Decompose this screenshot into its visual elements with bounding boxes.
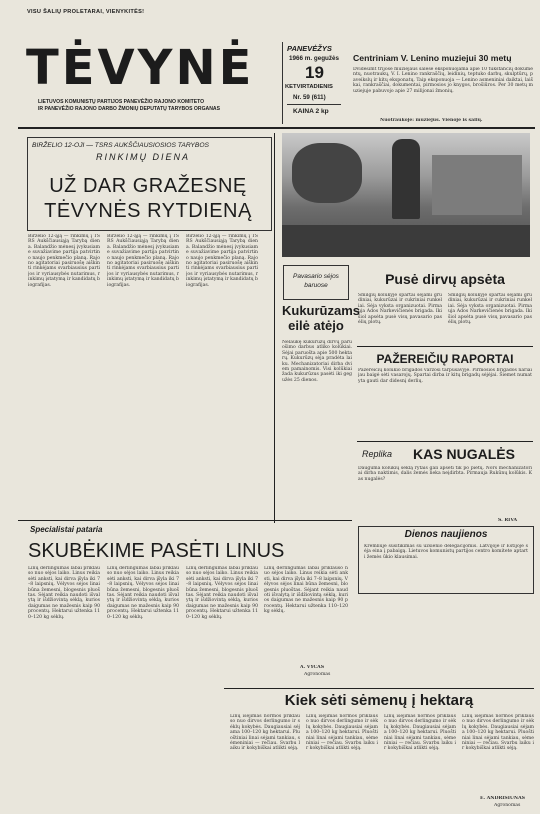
photo-tree	[292, 143, 362, 203]
seed-col-4: Linų išėjimas normos priklauso nuo dirvos derlingumo ir sėklų kokybės. Daugiausiai sėjama 100–120 kg hektarui. Pluoštiniai linai sėjami tankiau, sėmeniniai — rečiau. Svarbu laiku ir kokybiškai atlikti sėją.	[462, 714, 534, 752]
masthead-slogan: VISU ŠALIŲ PROLETARAI, VIENYKITĖS!	[27, 9, 145, 15]
masthead-subtitle-2: IR PANEVĖŽIO RAJONO DARBO ŽMONIŲ DEPUTATŲ TARYBOS ORGANAS	[38, 106, 220, 112]
replica-label: Replika	[362, 449, 393, 459]
date-day: 19	[305, 63, 324, 82]
sowing-box	[283, 265, 349, 300]
corn-text: Nelaukę kukurūzų dirvų paruošimo darbus atliko kolūkiai. Sėjai paruošta apie 500 hektarų. Kukurūzų sėja pradėta laiku. Mechanizatoriai dirba dviem pamainomis. Visi kolūkiai žada kukurūzus pasėti iki gegužės 25 dienos.	[282, 340, 352, 383]
specialist-headline: SKUBĖKIME PASĖTI LINUS	[28, 540, 285, 562]
reports-headline: PAŽEREIČIŲ RAPORTAI	[376, 352, 514, 366]
price-divider	[287, 104, 341, 105]
specialist-sign-2: Agronomas	[304, 672, 331, 677]
election-text-col-1: Birželio 12-ąją — rinkimų į TSRS Aukščiausiąją Tarybą diena. Balandžio mėnesį įvykusiame suvažiavime partija patvirtino naujo penkmečio planą. Rajono agitatoriai pasiruošę aiškinti rinkėjams svarbiausius partijos ir vyriausybės nutarimus, rinkimų įstatymą ir kandidatų biografijas.	[28, 234, 100, 288]
replica-sign: S. RIVA	[498, 518, 518, 523]
specialist-sign-1: A. VYČAS	[300, 665, 325, 670]
specialist-col-2: Linų derlingumas labai priklauso nuo sėjos laiko. Linus reikia sėti anksti, kai dirva įšyla iki 7–8 laipsnių. Vėlyvos sėjos linai būna žemesni, blogesnis pluoštas. Sėjant reikia naudoti išvalytą ir išdžiovintą sėklą, kurios daigumas ne mažesnis kaip 90 procentų. Hektarui užtenka 110–120 kg sėklų.	[107, 566, 179, 620]
specialist-col-1: Linų derlingumas labai priklauso nuo sėjos laiko. Linus reikia sėti anksti, kai dirva įšyla iki 7–8 laipsnių. Vėlyvos sėjos linai būna žemesni, blogesnis pluoštas. Sėjant reikia naudoti išvalytą ir išdžiovintą sėklą, kurios daigumas ne mažesnis kaip 90 procentų. Hektarui užtenka 110–120 kg sėklų.	[28, 566, 100, 620]
election-text-col-3: Birželio 12-ąją — rinkimų į TSRS Aukščiausiąją Tarybą diena. Balandžio mėnesį įvykusiame suvažiavime partija patvirtino naujo penkmečio planą. Rajono agitatoriai pasiruošę aiškinti rinkėjams svarbiausius partijos ir vyriausybės nutarimus, rinkimų įstatymą ir kandidatų biografijas.	[186, 234, 258, 288]
sowing-heading: Pavasario sėjos baruose	[293, 273, 339, 289]
museum-text: Dvidešimt trijose muziejaus salėse eksponuojama apie 10 tūkstančių dokumentų, nuotraukų, V. I. Lenino rankraščių, leidinių, teptuko darbų, skulptūrų, paveikslų ir kitų eksponatų. Taip eksponuoja — Lenino asmeniniai daiktai, laiškai, rankraščiai, dokumentai, pirmosios jo knygos, brošiūros. Per 30 metų muziejuje pabuvojo apie 27 milijonai žmonių.	[353, 67, 533, 94]
masthead-subtitle-1: LIETUVOS KOMUNISTŲ PARTIJOS PANEVĖŽIO RAJONO KOMITETO	[38, 99, 205, 105]
election-headline-2: TĖVYNĖS RYTDIENĄ	[44, 200, 252, 222]
issue-number: Nr. 59 (611)	[293, 94, 326, 101]
election-banner	[27, 137, 272, 231]
date-box	[282, 42, 345, 124]
vertical-divider	[274, 133, 275, 523]
seed-col-3: Linų išėjimas normos priklauso nuo dirvos derlingumo ir sėklų kokybės. Daugiausiai sėjama 100–120 kg hektarui. Pluoštiniai linai sėjami tankiau, sėmeniniai — rečiau. Svarbu laiku ir kokybiškai atlikti sėją.	[384, 714, 456, 752]
election-day: RINKIMŲ DIENA	[96, 152, 191, 162]
divider-2	[357, 441, 533, 442]
corn-headline: Kukurūzams eilė atėjo	[282, 303, 361, 333]
museum-photo	[282, 133, 530, 257]
news-heading: Dienos naujienos	[404, 529, 488, 540]
specialist-label: Specialistai pataria	[30, 525, 103, 534]
price: KAINA 2 kp	[293, 108, 329, 115]
date-city: PANEVĖŽYS	[287, 44, 332, 53]
photo-building	[432, 155, 522, 215]
seed-headline: Kiek sėti sėmenų į hektarą	[284, 692, 474, 709]
reports-text: Pažereičių kolūkio brigados varžosi tarpusavyje. Pirmosios brigados nariai jau baigė sėti vasarojų. Spartai dirba ir kitų brigadų sėjėjai. Šiemet numatyta gauti dar didesnį derlių.	[358, 368, 532, 384]
news-box	[358, 526, 534, 594]
election-date: BIRŽELIO 12-OJI — TSRS AUKŠČIAUSIOSIOS TARYBOS	[32, 142, 210, 149]
election-headline-1: UŽ DAR GRAŽESNĘ	[49, 175, 247, 197]
masthead-rule	[18, 127, 535, 129]
date-weekday: KETVIRTADIENIS	[285, 84, 333, 90]
seed-col-2: Linų išėjimas normos priklauso nuo dirvos derlingumo ir sėklų kokybės. Daugiausiai sėjama 100–120 kg hektarui. Pluoštiniai linai sėjami tankiau, sėmeniniai — rečiau. Svarbu laiku ir kokybiškai atlikti sėją.	[306, 714, 378, 752]
news-text: Kremliuje susitikimas su užsienio delegacijomis. Latvijoje ir Estijoje sėja eina į pabaigą. Lietuvos komunistų partijos centro komitete aptarti žemės ūkio klausimai.	[364, 544, 528, 560]
fields-text-1: Smilgių kolūkyje spartai sėjami grūdiniai, kukurūzai ir cukriniai runkeliai. Sėja vyksta organizuotai. Pirmauja Ados Narkevičienės brigada. Iki šiol apsėta pusė visų pavasario pasėlių plotų.	[358, 293, 442, 326]
divider-3	[224, 688, 534, 689]
seed-sign-1: E. ANDRIŠIŪNAS	[480, 796, 525, 801]
museum-headline: Centriniam V. Lenino muziejui 30 metų	[353, 53, 512, 63]
date-month: 1966 m. gegužės	[289, 55, 340, 62]
photo-ground	[282, 225, 530, 257]
masthead-title: TĖVYNĖ	[26, 40, 255, 96]
specialist-col-4: Linų derlingumas labai priklauso nuo sėjos laiko. Linus reikia sėti anksti, kai dirva įšyla iki 7–8 laipsnių. Vėlyvos sėjos linai būna žemesni, blogesnis pluoštas. Sėjant reikia naudoti išvalytą ir išdžiovintą sėklą, kurios daigumas ne mažesnis kaip 90 procentų. Hektarui užtenka 110–120 kg sėklų.	[264, 566, 348, 615]
specialist-col-3: Linų derlingumas labai priklauso nuo sėjos laiko. Linus reikia sėti anksti, kai dirva įšyla iki 7–8 laipsnių. Vėlyvos sėjos linai būna žemesni, blogesnis pluoštas. Sėjant reikia naudoti išvalytą ir išdžiovintą sėklą, kurios daigumas ne mažesnis kaip 90 procentų. Hektarui užtenka 110–120 kg sėklų.	[186, 566, 258, 620]
seed-col-1: Linų išėjimas normos priklauso nuo dirvos derlingumo ir sėklų kokybės. Daugiausiai sėjama 100–120 kg hektarui. Pluoštiniai linai sėjami tankiau, sėmeniniai — rečiau. Svarbu laiku ir kokybiškai atlikti sėją.	[230, 714, 300, 752]
photo-statue	[392, 139, 420, 219]
election-text-col-2: Birželio 12-ąją — rinkimų į TSRS Aukščiausiąją Tarybą diena. Balandžio mėnesį įvykusiame suvažiavime partija patvirtino naujo penkmečio planą. Rajono agitatoriai pasiruošę aiškinti rinkėjams svarbiausius partijos ir vyriausybės nutarimus, rinkimų įstatymą ir kandidatų biografijas.	[107, 234, 179, 288]
fields-headline: Pusė dirvų apsėta	[385, 271, 505, 287]
museum-caption: Nuotraukoje: muziejus. Vienoje iš salių.	[380, 118, 483, 123]
replica-text: Dauguma kolūkių sėklą rytais gali apsėti tik po pietų. Nors mechanizatoriai dirba naktimis, dalis žemės lieka neįdirbta. Pirmauja Rukūnų kolūkis. Kas nugalės?	[358, 466, 532, 482]
fields-text-2: Smilgių kolūkyje spartai sėjami grūdiniai, kukurūzai ir cukriniai runkeliai. Sėja vyksta organizuotai. Pirmauja Ados Narkevičienės brigada. Iki šiol apsėta pusė visų pavasario pasėlių plotų.	[448, 293, 532, 326]
section-divider	[18, 520, 352, 521]
seed-sign-2: Agronomas	[494, 803, 521, 808]
divider-1	[357, 346, 533, 347]
replica-headline: KAS NUGALĖS	[413, 446, 515, 462]
